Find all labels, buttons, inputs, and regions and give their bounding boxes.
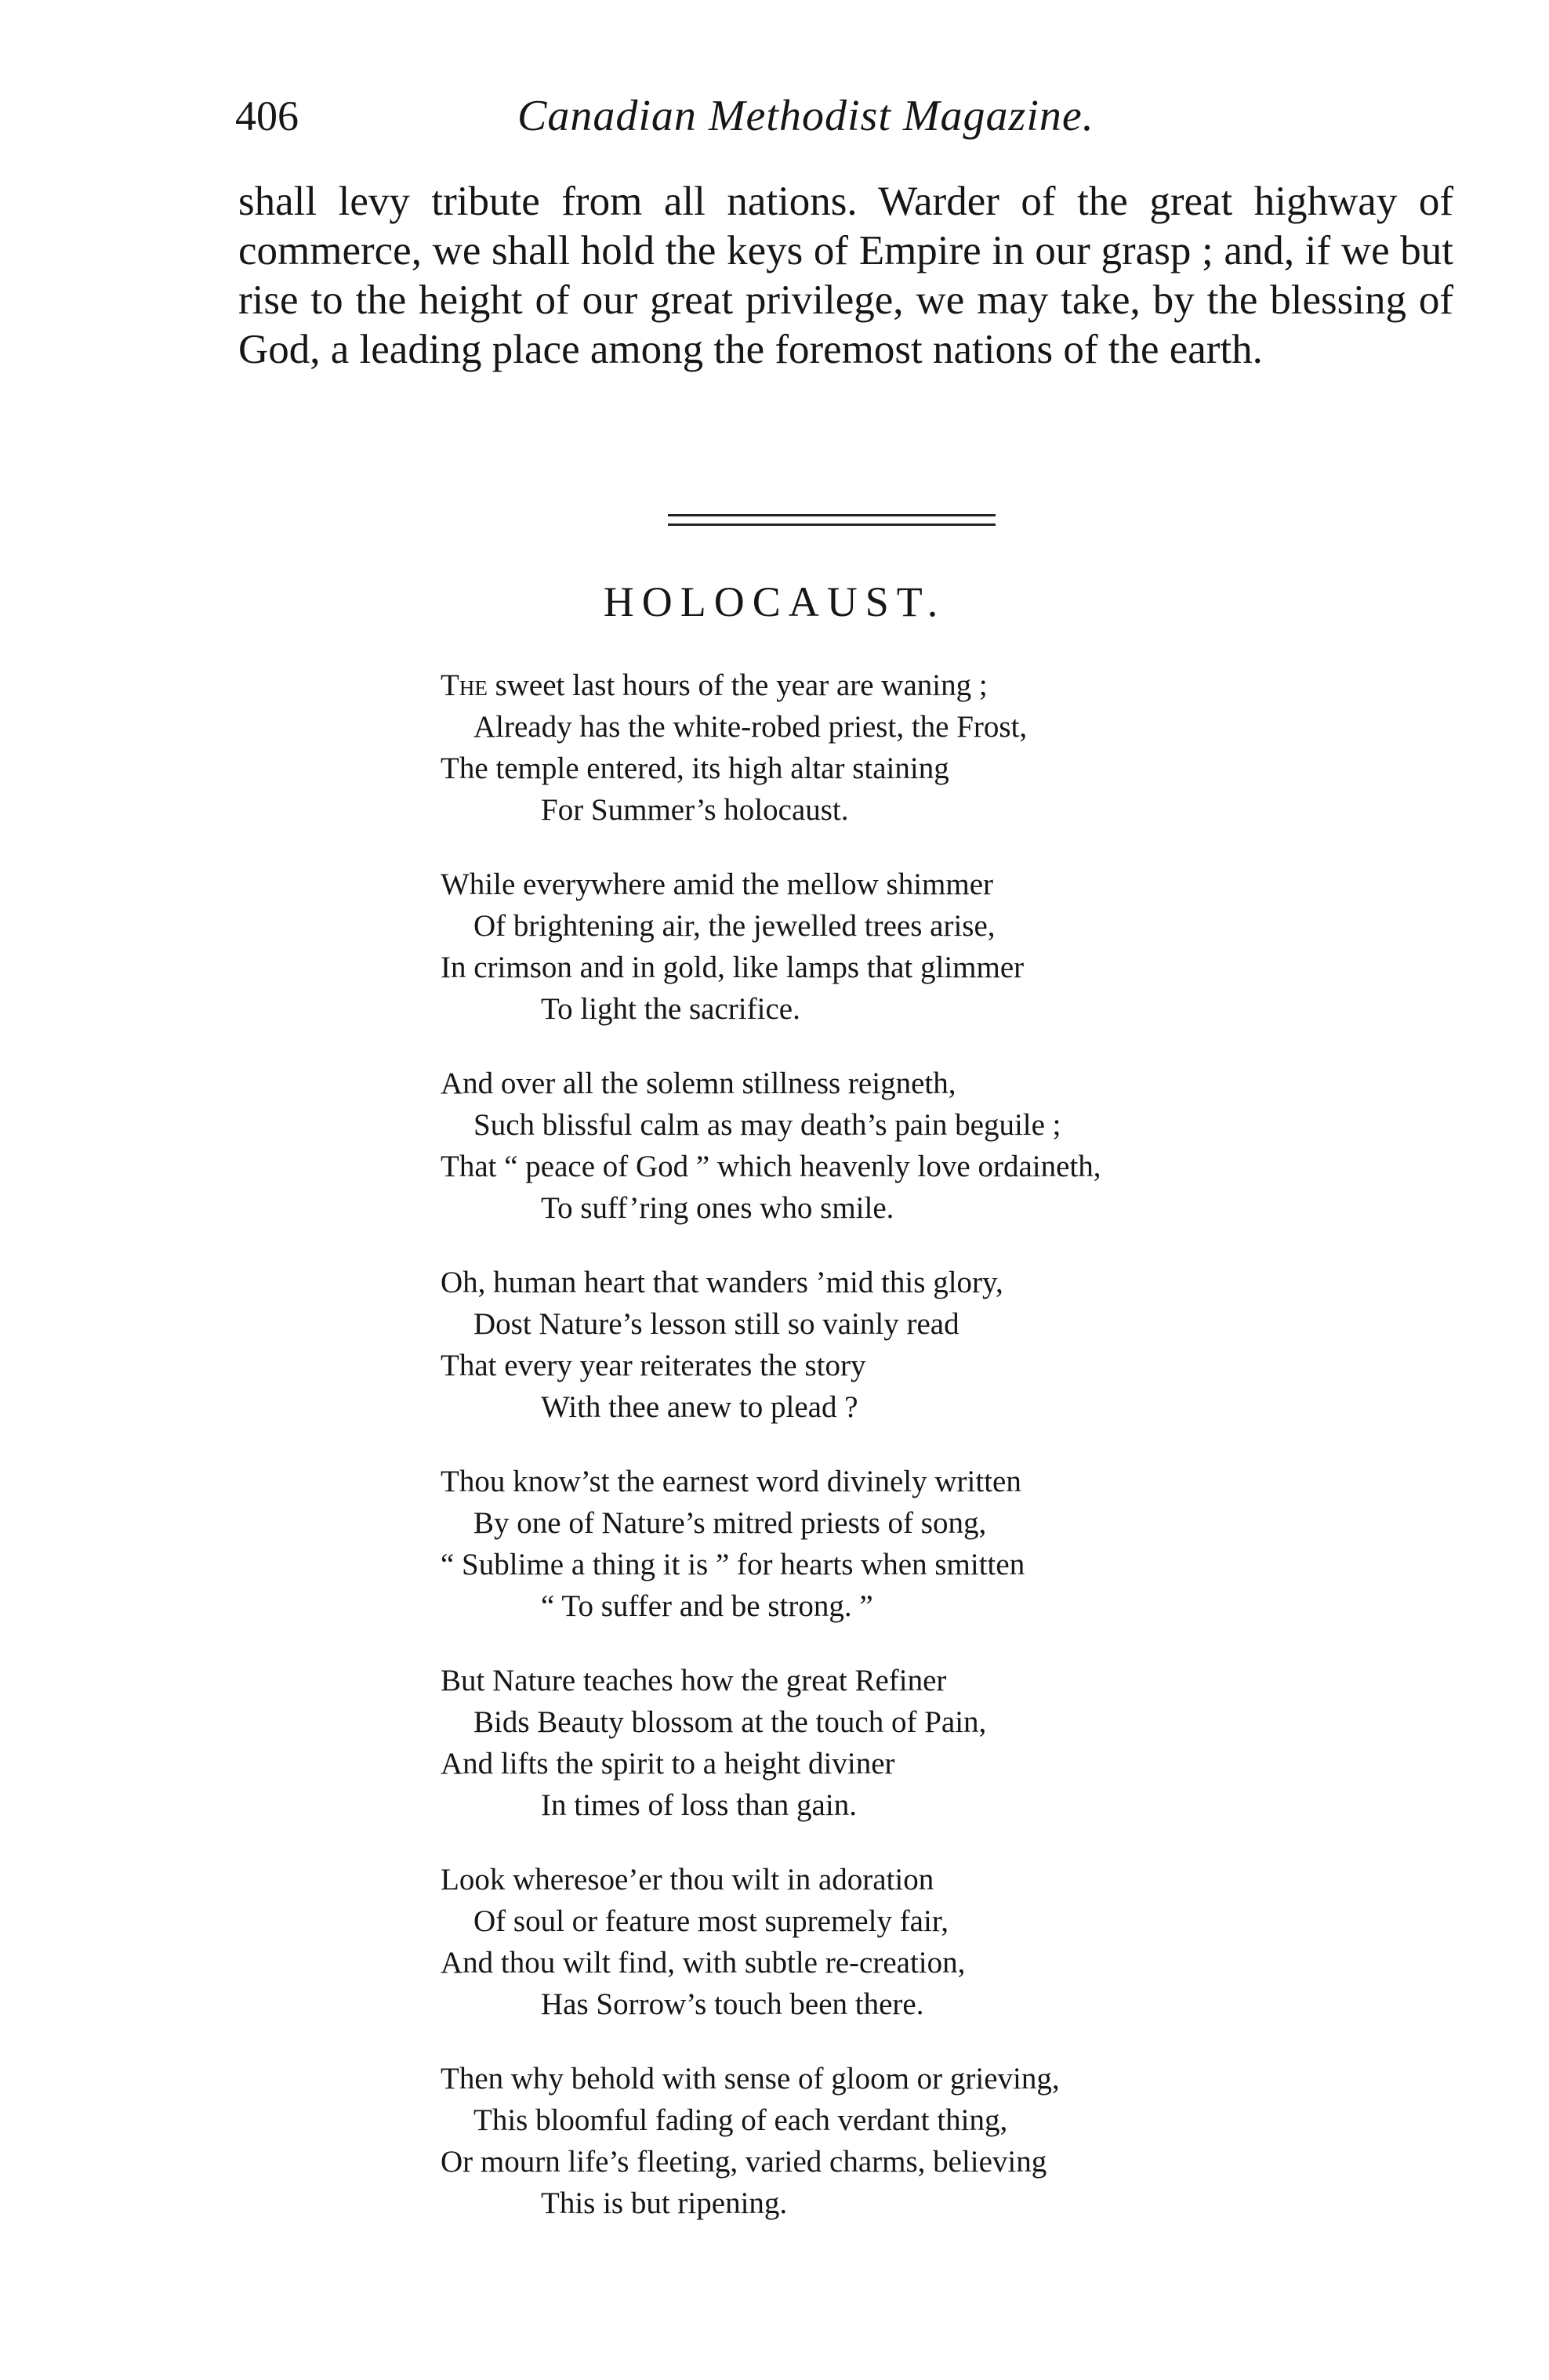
poem-line: But Nature teaches how the great Refiner (441, 1664, 947, 1697)
poem-line: Or mourn life’s fleeting, varied charms, believing (441, 2145, 1047, 2179)
stanza-7 (441, 1859, 1381, 2025)
poem-line: And over all the solemn stillness reigneth, (441, 1067, 956, 1100)
stanza-6 (441, 1660, 1381, 1826)
poem-line: Of soul or feature most supremely fair, (473, 1904, 949, 1938)
section-divider-top (668, 514, 996, 516)
stanza-8 (441, 2058, 1381, 2224)
page-number: 406 (235, 92, 299, 139)
poem-line: That “ peace of God ” which heavenly love ordaineth, (441, 1150, 1101, 1183)
poem-body (441, 665, 1381, 2224)
poem-line (441, 665, 1381, 706)
poem-line: By one of Nature’s mitred priests of song, (473, 1506, 987, 1540)
poem-line: Dost Nature’s lesson still so vainly read (473, 1307, 960, 1341)
stanza-5 (441, 1461, 1381, 1627)
stanza-1 (441, 665, 1381, 831)
running-head (235, 85, 1427, 147)
poem-line: And thou wilt find, with subtle re-creation, (441, 1946, 966, 1980)
stanza-2 (441, 864, 1381, 1030)
poem-line: Bids Beauty blossom at the touch of Pain, (473, 1705, 987, 1739)
poem-line: That every year reiterates the story (441, 1349, 866, 1382)
prose-paragraph: shall levy tribute from all nations. Warder of the great highway of commerce, we shall hold the keys of Empire in our grasp ; and, if we but rise to the height of our great privilege, we may take, by the blessing of God, a leading place among the foremost nations of the earth. (238, 179, 1453, 372)
poem-line: Of brightening air, the jewelled trees arise, (473, 909, 996, 943)
stanza-4 (441, 1262, 1381, 1428)
poem-line: Thou know’st the earnest word divinely written (441, 1465, 1021, 1498)
poem-line: Has Sorrow’s touch been there. (541, 1987, 924, 2021)
poem-line: And lifts the spirit to a height diviner (441, 1747, 895, 1780)
poem-line: To light the sacrifice. (541, 992, 800, 1026)
poem-first-word: The (441, 668, 488, 702)
poem-line: To suff’ring ones who smile. (541, 1191, 894, 1225)
poem-line: In times of loss than gain. (541, 1788, 857, 1822)
poem-line: Oh, human heart that wanders ’mid this glory, (441, 1266, 1003, 1299)
poem-line: This is but ripening. (541, 2186, 788, 2220)
poem-title: HOLOCAUST. (603, 578, 946, 625)
poem-line-text: sweet last hours of the year are waning ; (487, 668, 988, 702)
poem-line: “ To suffer and be strong. ” (541, 1589, 873, 1623)
poem-line: This bloomful fading of each verdant thing, (473, 2103, 1008, 2137)
poem-line: Look wheresoe’er thou wilt in adoration (441, 1863, 934, 1896)
poem-line: Already has the white-robed priest, the Frost, (473, 710, 1028, 744)
poem-line: “ Sublime a thing it is ” for hearts when smitten (441, 1548, 1025, 1581)
poem-line: For Summer’s holocaust. (541, 793, 849, 827)
poem-line: In crimson and in gold, like lamps that glimmer (441, 951, 1025, 984)
poem-line: With thee anew to plead ? (541, 1390, 858, 1424)
poem-line: While everywhere amid the mellow shimmer (441, 868, 994, 901)
poem-line: The temple entered, its high altar staining (441, 752, 949, 785)
section-divider-bottom (668, 523, 996, 526)
poem-line: Then why behold with sense of gloom or grieving, (441, 2062, 1060, 2096)
poem-line: Such blissful calm as may death’s pain beguile ; (473, 1108, 1061, 1142)
running-title: Canadian Methodist Magazine. (517, 92, 1094, 140)
stanza-3 (441, 1063, 1381, 1229)
